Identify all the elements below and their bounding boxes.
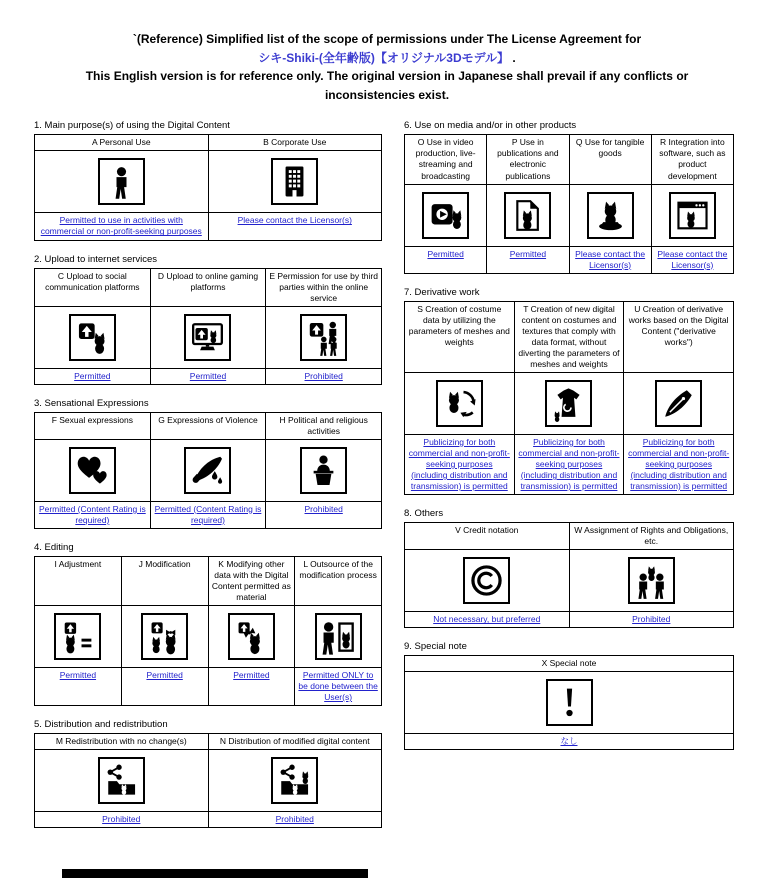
- icon-frame: [271, 757, 318, 804]
- title-line-2: [42, 49, 732, 68]
- status-text: Permitted ONLY to be done between the User(s): [298, 670, 378, 703]
- status-text: Please contact the Licensor(s): [575, 248, 646, 270]
- icon-frame: [587, 192, 634, 239]
- status-text: Permitted: [189, 370, 227, 381]
- cell-status: [150, 501, 266, 528]
- costume-data-icon: [441, 385, 478, 422]
- icon-frame: [69, 314, 116, 361]
- cell-status: [514, 434, 624, 494]
- section-5-distribution: [34, 719, 382, 828]
- icon-frame: [98, 757, 145, 804]
- left-column: [34, 120, 382, 841]
- document-title: [42, 0, 732, 104]
- status-text: Please contact the Licensor(s): [237, 215, 352, 226]
- icon-frame: [98, 158, 145, 205]
- status-text: Prohibited: [632, 614, 671, 625]
- hearts-icon: [74, 452, 111, 489]
- icon-frame: [546, 679, 593, 726]
- cell-label: B Corporate Use: [208, 135, 382, 151]
- cell-status: [266, 501, 382, 528]
- status-text: Publicizing for both commercial and non-profit-seeking purposes (including distribution and transmission) is permitted: [408, 436, 510, 492]
- cell-label: D Upload to online gaming platforms: [150, 268, 266, 306]
- status-text: Prohibited: [102, 814, 141, 825]
- status-text: Prohibited: [304, 370, 343, 381]
- cell-status: [487, 246, 569, 273]
- cell-status: [150, 368, 266, 384]
- software-icon: [674, 197, 711, 234]
- icon-frame: [628, 557, 675, 604]
- cell-icon: [35, 606, 122, 668]
- status-text: Permitted to use in activities with commercial or non-profit-seeking purposes: [40, 215, 202, 237]
- status-text: Permitted: [74, 370, 111, 381]
- title-line-1: `(Reference) Simplified list of the scope of permissions under The License Agreement for: [132, 32, 642, 46]
- cell-label: H Political and religious activities: [266, 412, 382, 439]
- cell-icon: [150, 306, 266, 368]
- costume-texture-icon: [550, 385, 587, 422]
- cell-status: [35, 368, 151, 384]
- icon-frame: [228, 613, 275, 660]
- cell-label: K Modifying other data with the Digital Content permitted as material: [208, 556, 295, 605]
- permissions-table-4: [34, 556, 382, 706]
- cropped-footer-bar: [62, 869, 368, 878]
- cell-label: I Adjustment: [35, 556, 122, 605]
- cell-icon: [487, 184, 569, 246]
- video-icon: [427, 197, 464, 234]
- cell-icon: [624, 372, 734, 434]
- status-text: Permitted: [146, 670, 183, 681]
- cell-icon: [35, 750, 209, 812]
- upload-third-party-icon: [305, 319, 342, 356]
- assignment-icon: [633, 562, 670, 599]
- cell-icon: [35, 151, 209, 213]
- cell-label: L Outsource of the modification process: [295, 556, 382, 605]
- cell-icon: [569, 184, 651, 246]
- section-heading: 6. Use on media and/or in other products: [404, 120, 577, 132]
- section-heading: 3. Sensational Expressions: [34, 397, 149, 409]
- cell-status: [569, 612, 734, 628]
- icon-frame: [669, 192, 716, 239]
- pen-icon: [660, 385, 697, 422]
- status-text: Permitted (Content Rating is required): [38, 503, 146, 525]
- cell-icon: [405, 550, 570, 612]
- exclamation-icon: [551, 684, 588, 721]
- icon-frame: [463, 557, 510, 604]
- cell-icon: [295, 606, 382, 668]
- cell-label: R Integration into software, such as product development: [651, 135, 733, 184]
- cell-label: V Credit notation: [405, 523, 570, 550]
- content-columns: [34, 120, 744, 841]
- section-heading: 9. Special note: [404, 641, 467, 653]
- cell-label: C Upload to social communication platforms: [35, 268, 151, 306]
- section-3-sensational: [34, 398, 382, 529]
- section-heading: 8. Others: [404, 508, 444, 520]
- section-4-editing: [34, 542, 382, 706]
- cell-icon: [405, 672, 734, 734]
- cell-icon: [651, 184, 733, 246]
- distribution-modified-icon: [276, 762, 313, 799]
- status-text: Permitted: [509, 248, 547, 259]
- cell-status: [405, 612, 570, 628]
- goods-icon: [592, 197, 629, 234]
- status-text: Publicizing for both commercial and non-profit-seeking purposes (including distribution and transmission) is permitted: [518, 436, 620, 492]
- cell-label: M Redistribution with no change(s): [35, 734, 209, 750]
- modify-material-icon: [233, 618, 270, 655]
- status-text: なし: [560, 736, 578, 747]
- modify-icon: [146, 618, 183, 655]
- right-column: [404, 120, 734, 763]
- cell-label: N Distribution of modified digital content: [208, 734, 382, 750]
- icon-frame: [184, 447, 231, 494]
- permissions-table-2: [34, 268, 382, 385]
- cell-icon: [121, 606, 208, 668]
- section-heading: 5. Distribution and redistribution: [34, 719, 168, 731]
- cell-status: [295, 668, 382, 706]
- section-6-media: [404, 120, 734, 273]
- status-text: Please contact the Licensor(s): [657, 248, 728, 270]
- cell-status: [35, 668, 122, 706]
- cell-label: G Expressions of Violence: [150, 412, 266, 439]
- cell-status: [405, 434, 515, 494]
- icon-frame: [545, 380, 592, 427]
- section-heading: 1. Main purpose(s) of using the Digital Content: [34, 120, 230, 132]
- icon-frame: [315, 613, 362, 660]
- section-1-main-purpose: [34, 120, 382, 240]
- adjust-icon: [59, 618, 96, 655]
- building-icon: [276, 163, 313, 200]
- permissions-table-8: [404, 522, 734, 628]
- cell-status: [624, 434, 734, 494]
- status-text: Permitted (Content Rating is required): [154, 503, 262, 525]
- section-9-special-note: [404, 641, 734, 750]
- icon-frame: [300, 314, 347, 361]
- status-text: Permitted: [233, 670, 270, 681]
- cell-icon: [266, 439, 382, 501]
- redistribution-icon: [103, 762, 140, 799]
- cell-label: O Use in video production, live-streaming and broadcasting: [405, 135, 487, 184]
- cell-icon: [35, 439, 151, 501]
- upload-social-icon: [74, 319, 111, 356]
- publication-icon: [509, 197, 546, 234]
- cell-status: [569, 246, 651, 273]
- permissions-table-1: [34, 134, 382, 240]
- title-model-name: シキ-Shiki-(全年齢版)【オリジナル3Dモデル】: [258, 50, 510, 65]
- cell-icon: [208, 606, 295, 668]
- cell-status: [121, 668, 208, 706]
- section-7-derivative: [404, 287, 734, 496]
- cell-icon: [208, 151, 382, 213]
- icon-frame: [300, 447, 347, 494]
- cell-status: [651, 246, 733, 273]
- person-icon: [103, 163, 140, 200]
- icon-frame: [54, 613, 101, 660]
- cell-status: [405, 246, 487, 273]
- cell-status: [35, 213, 209, 240]
- permissions-table-3: [34, 412, 382, 529]
- knife-icon: [189, 452, 226, 489]
- icon-frame: [655, 380, 702, 427]
- cell-status: [405, 734, 734, 750]
- cell-icon: [35, 306, 151, 368]
- cell-icon: [208, 750, 382, 812]
- section-heading: 2. Upload to internet services: [34, 253, 158, 265]
- cell-label: X Special note: [405, 656, 734, 672]
- cell-status: [266, 368, 382, 384]
- status-text: Permitted: [59, 670, 97, 681]
- status-text: Publicizing for both commercial and non-profit-seeking purposes (including distribution and transmission) is permitted: [628, 436, 730, 492]
- cell-icon: [405, 184, 487, 246]
- upload-gaming-icon: [189, 319, 226, 356]
- cell-label: J Modification: [121, 556, 208, 605]
- cell-label: E Permission for use by third parties within the online service: [266, 268, 382, 306]
- cell-icon: [150, 439, 266, 501]
- status-text: Permitted: [427, 248, 464, 259]
- status-text: Prohibited: [304, 503, 343, 514]
- cell-label: Q Use for tangible goods: [569, 135, 651, 184]
- permissions-table-5: [34, 733, 382, 828]
- cell-label: P Use in publications and electronic publications: [487, 135, 569, 184]
- cell-status: [35, 812, 209, 828]
- cell-status: [208, 668, 295, 706]
- permissions-table-6: [404, 134, 734, 273]
- cell-status: [208, 213, 382, 240]
- permissions-table-7: [404, 301, 734, 496]
- cell-label: F Sexual expressions: [35, 412, 151, 439]
- section-2-upload: [34, 254, 382, 385]
- section-heading: 7. Derivative work: [404, 286, 480, 298]
- cell-label: U Creation of derivative works based on the Digital Content ("derivative works"): [624, 301, 734, 372]
- podium-icon: [305, 452, 342, 489]
- permissions-table-9: [404, 655, 734, 750]
- outsource-icon: [320, 618, 357, 655]
- cell-icon: [569, 550, 734, 612]
- status-text: Prohibited: [275, 814, 314, 825]
- section-heading: 4. Editing: [34, 541, 74, 553]
- cell-label: A Personal Use: [35, 135, 209, 151]
- section-8-others: [404, 508, 734, 628]
- icon-frame: [184, 314, 231, 361]
- title-disclaimer: This English version is for reference only. The original version in Japanese shall prevail if any conflicts or inconsistencies exist.: [85, 69, 689, 102]
- cell-status: [208, 812, 382, 828]
- icon-frame: [69, 447, 116, 494]
- cell-icon: [405, 372, 515, 434]
- icon-frame: [141, 613, 188, 660]
- copyright-icon: [468, 562, 505, 599]
- cell-label: S Creation of costume data by utilizing the parameters of meshes and weights: [405, 301, 515, 372]
- icon-frame: [504, 192, 551, 239]
- cell-label: W Assignment of Rights and Obligations, etc.: [569, 523, 734, 550]
- title-period: .: [509, 50, 516, 65]
- icon-frame: [436, 380, 483, 427]
- status-text: Not necessary, but preferred: [433, 614, 541, 625]
- cell-icon: [266, 306, 382, 368]
- cell-label: T Creation of new digital content on costumes and textures that comply with data format, without diverting the parameters of meshes and weights: [514, 301, 624, 372]
- cell-status: [35, 501, 151, 528]
- icon-frame: [271, 158, 318, 205]
- cell-icon: [514, 372, 624, 434]
- icon-frame: [422, 192, 469, 239]
